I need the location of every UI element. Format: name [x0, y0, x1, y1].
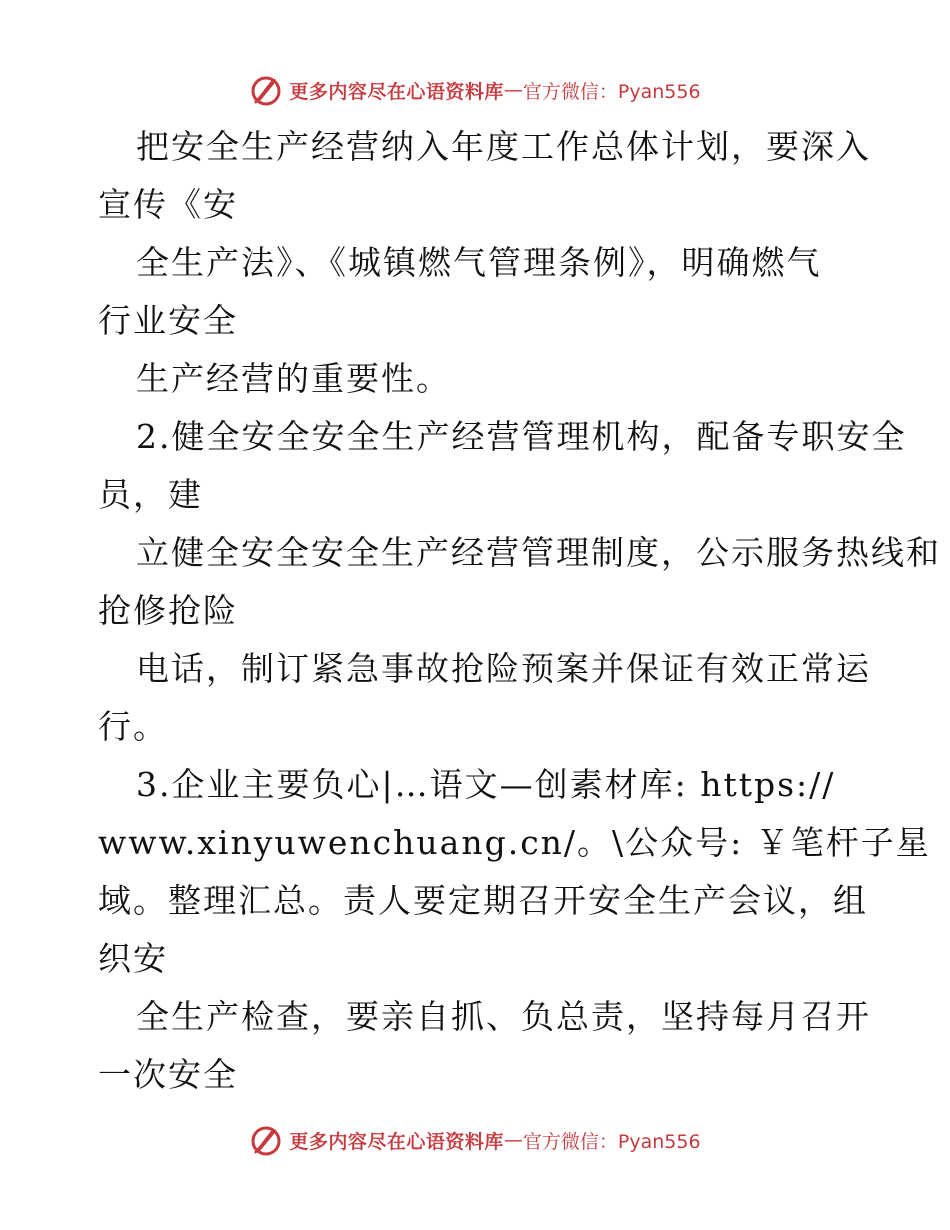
quill-pen-logo-icon	[249, 1123, 283, 1157]
text-line: 全生产检查，要亲自抓、负总责，坚持每月召开	[136, 997, 871, 1036]
watermark-separator: —	[503, 1129, 523, 1151]
text-line: 一次安全	[98, 1055, 238, 1094]
text-line: 全生产法》、《城镇燃气管理条例》，明确燃气	[136, 243, 822, 282]
text-line: 宣传《安	[98, 185, 238, 224]
footer-watermark-banner	[0, 1120, 950, 1160]
header-watermark-banner	[0, 70, 950, 110]
watermark-brand-text: 更多内容尽在心语资料库	[289, 80, 504, 103]
watermark-contact-text: 官方微信：Pyan556	[522, 1130, 701, 1153]
text-line: www.xinyuwenchuang.cn/。\公众号: ￥笔杆子星	[98, 823, 931, 862]
quill-pen-logo-icon	[249, 73, 283, 107]
text-line: 域。整理汇总。责人要定期召开安全生产会议，组	[98, 881, 868, 920]
text-line: 行。	[98, 707, 168, 746]
text-line: 行业安全	[98, 301, 238, 340]
text-line: 电话，制订紧急事故抢险预案并保证有效正常运	[136, 649, 871, 688]
watermark-contact-text: 官方微信：Pyan556	[522, 80, 701, 103]
text-line: 生产经营的重要性。	[136, 359, 451, 398]
text-line: 抢修抢险	[98, 591, 238, 630]
text-line: 立健全安全安全生产经营管理制度，公示服务热线和	[136, 533, 941, 572]
watermark-brand-text: 更多内容尽在心语资料库	[289, 1130, 504, 1153]
text-line: 员，建	[98, 475, 203, 514]
text-line: 2.健全安全安全生产经营管理机构，配备专职安全	[136, 417, 907, 456]
text-line: 把安全生产经营纳入年度工作总体计划，要深入	[136, 127, 871, 166]
text-line: 织安	[98, 939, 168, 978]
watermark-separator: —	[503, 79, 523, 101]
text-line: 3.企业主要负心|…语文—创素材库: https://	[136, 765, 836, 804]
